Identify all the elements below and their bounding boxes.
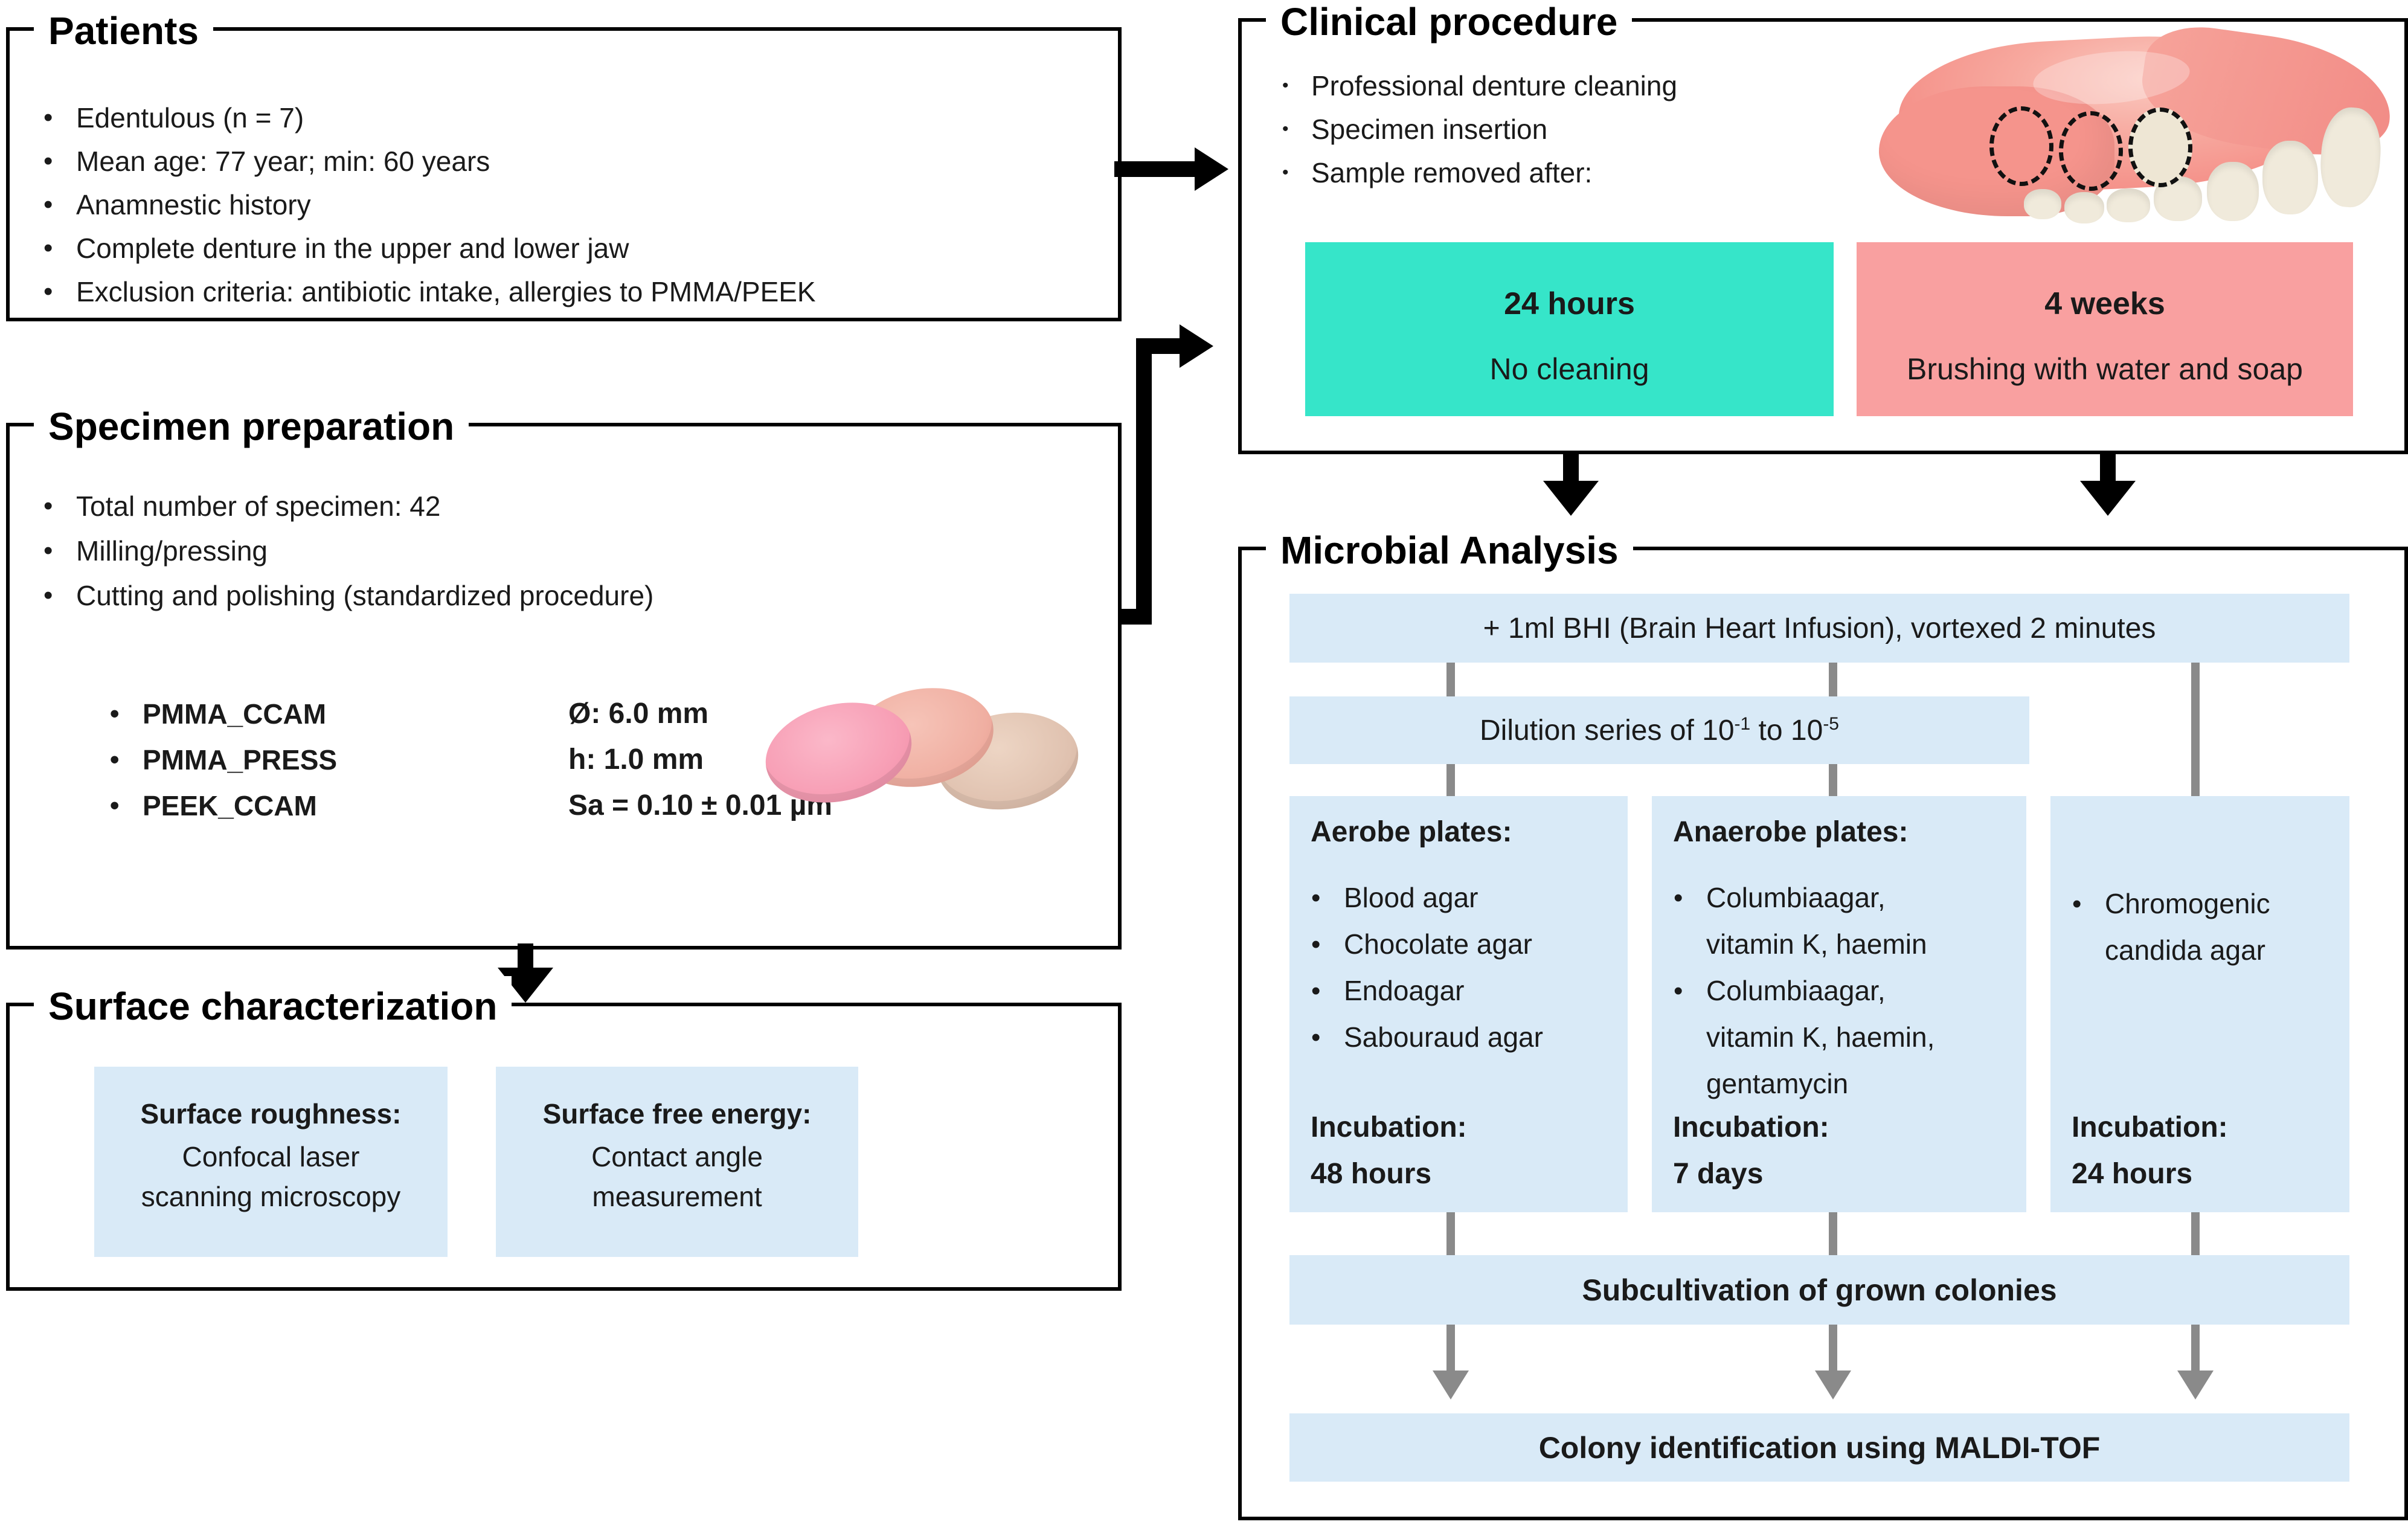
clinical-procedure-panel [1238, 0, 2408, 454]
list-item: • Blood agar [1302, 875, 1628, 921]
connector-line [1829, 1212, 1837, 1255]
list-item: • Milling/pressing [34, 529, 1097, 573]
list-item: • Cutting and polishing (standardized procedure) [34, 573, 1097, 618]
surface-characterization-panel [6, 985, 1122, 1291]
list-item: • Edentulous (n = 7) [34, 96, 1097, 140]
subcultivation-box [1289, 1255, 2349, 1325]
connector-line [2191, 1212, 2200, 1255]
diameter-spec: Ø: 6.0 mm [568, 698, 709, 730]
tooth [2107, 188, 2150, 222]
roughness-spec: Sa = 0.10 ± 0.01 µm [568, 789, 832, 821]
list-item: • Chromogenic candida agar [2063, 881, 2349, 974]
list-item: • Exclusion criteria: antibiotic intake, allergies to PMMA/PEEK [34, 270, 1097, 313]
list-item: • Columbiaagar, vitamin K, haemin, gentamycin [1664, 968, 2026, 1107]
box-line: measurement [592, 1181, 762, 1212]
list-item: • Complete denture in the upper and lower jaw [34, 227, 1097, 270]
box-line: Confocal laser [182, 1141, 360, 1172]
surface-energy-box [496, 1067, 858, 1257]
column-heading: Anaerobe plates: [1673, 816, 1909, 848]
specimen-bullet-list [34, 484, 1097, 618]
column-heading: Aerobe plates: [1311, 816, 1512, 848]
list-item: • Sabouraud agar [1302, 1014, 1628, 1061]
connector-line [1446, 764, 1455, 796]
clinical-panel-title: Clinical procedure [1266, 0, 1632, 52]
condition-treatment: No cleaning [1489, 352, 1649, 386]
list-item: • PMMA_PRESS [100, 737, 523, 783]
material-list [100, 691, 523, 829]
connector-line [1446, 1212, 1455, 1255]
anaerobe-plates-box [1652, 796, 2026, 1212]
condition-24h-box [1305, 242, 1834, 416]
box-heading: Surface roughness: [140, 1098, 402, 1130]
patients-panel [6, 9, 1122, 321]
list-item: • PMMA_CCAM [100, 691, 523, 737]
condition-duration: 4 weeks [2044, 286, 2165, 321]
clinical-bullet-list [1269, 64, 1873, 194]
incubation-info: Incubation: 7 days [1673, 1111, 1829, 1190]
list-item: • Total number of specimen: 42 [34, 484, 1097, 529]
box-line: Contact angle [591, 1141, 763, 1172]
condition-treatment: Brushing with water and soap [1907, 352, 2303, 386]
tooth [2207, 162, 2259, 221]
maldi-text: Colony identification using MALDI-TOF [1538, 1430, 2101, 1465]
dilution-step-box [1289, 696, 2029, 764]
specimen-site-circle [2059, 111, 2123, 191]
specimen-discs-photo [765, 686, 1079, 819]
patients-panel-title: Patients [34, 1, 213, 61]
specimen-preparation-panel [6, 405, 1122, 950]
specimen-site-circle-filled [2128, 108, 2192, 187]
specimen-panel-title: Specimen preparation [34, 396, 469, 457]
bhi-step-text: + 1ml BHI (Brain Heart Infusion), vortexed 2 minutes [1483, 612, 2156, 644]
list-item: • Specimen insertion [1269, 108, 1873, 151]
connector-line [1446, 663, 1455, 696]
specimen-site-circle [1989, 106, 2053, 186]
box-line: scanning microscopy [141, 1181, 401, 1212]
connector-line [1829, 663, 1837, 696]
list-item: • Professional denture cleaning [1269, 64, 1873, 108]
list-item: • Mean age: 77 year; min: 60 years [34, 140, 1097, 183]
list-item: • PEEK_CCAM [100, 783, 523, 829]
denture-photo [1882, 35, 2392, 223]
list-item: • Anamnestic history [34, 183, 1097, 227]
bhi-step-box [1289, 594, 2349, 663]
tooth [2064, 192, 2104, 223]
box-heading: Surface free energy: [542, 1098, 812, 1130]
surface-roughness-box [94, 1067, 448, 1257]
tooth [2262, 141, 2318, 214]
list-item: • Chocolate agar [1302, 921, 1628, 968]
list-item: • Columbiaagar, vitamin K, haemin [1664, 875, 2026, 968]
microbial-panel-title: Microbial Analysis [1266, 520, 1633, 580]
incubation-info: Incubation: 24 hours [2072, 1111, 2228, 1190]
list-item: • Endoagar [1302, 968, 1628, 1014]
aerobe-plates-box [1289, 796, 1628, 1212]
height-spec: h: 1.0 mm [568, 744, 704, 776]
condition-4w-box [1857, 242, 2353, 416]
incubation-info: Incubation: 48 hours [1311, 1111, 1467, 1190]
subcultivation-text: Subcultivation of grown colonies [1582, 1273, 2057, 1307]
dilution-step-text: Dilution series of $10^{-1}$ to $10^{-5}$ [1479, 713, 1839, 747]
patients-bullet-list [34, 96, 1097, 313]
list-item: • Sample removed after: [1269, 151, 1873, 194]
maldi-identification-box [1289, 1413, 2349, 1482]
surface-panel-title: Surface characterization [34, 976, 512, 1036]
chromogenic-agar-box [2050, 796, 2349, 1212]
condition-duration: 24 hours [1504, 286, 1635, 321]
connector-line [1829, 764, 1837, 796]
connector-line [2191, 663, 2200, 796]
tooth [2024, 189, 2061, 219]
